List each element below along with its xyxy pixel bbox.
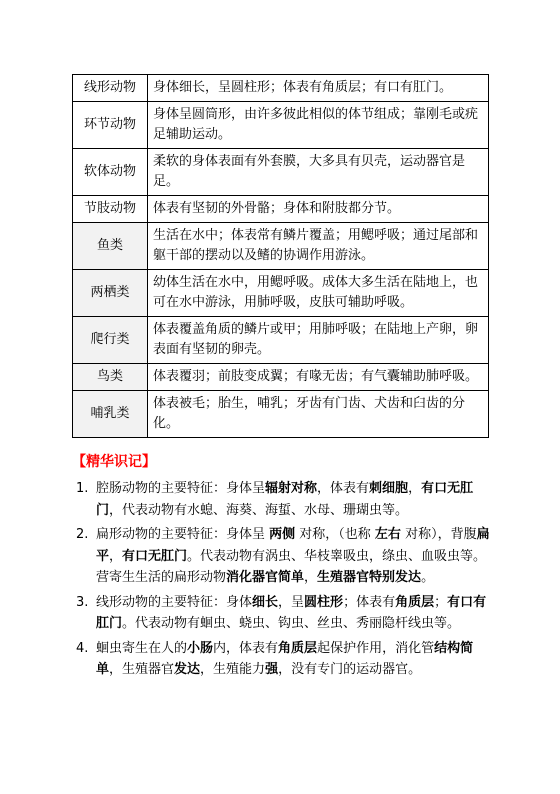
- key-term: 角质层: [278, 640, 318, 656]
- animal-group-name: 鸟类: [73, 364, 148, 391]
- key-term: 角质层: [395, 594, 435, 610]
- key-term: 细长: [252, 594, 279, 610]
- key-point-number: 4.: [76, 640, 89, 656]
- key-point-text: 腔肠动物的主要特征：身体呈: [96, 481, 266, 496]
- key-term: 有口无肛门: [122, 548, 188, 564]
- key-term: 两侧: [269, 527, 296, 542]
- key-term: 小肠: [187, 640, 214, 656]
- key-point-text: 对称，（也称: [295, 527, 375, 542]
- section-heading: 【精华识记】: [72, 454, 156, 470]
- key-term: 扁平: [96, 527, 490, 564]
- table-row: [73, 223, 489, 270]
- key-term: 圆柱形: [304, 594, 344, 610]
- key-point-text: ，: [109, 548, 123, 564]
- animal-traits-table: [72, 74, 489, 438]
- key-term: 左右: [374, 527, 401, 542]
- animal-group-traits: 身体呈圆筒形，由许多彼此相似的体节组成；靠刚毛或疣足辅助运动。: [148, 102, 489, 149]
- key-point-text: 。代表动物有蛔虫、蛲虫、钩虫、丝虫、秀丽隐杆线虫等。: [122, 616, 461, 631]
- key-point-text: 扁形动物的主要特征：身体呈: [96, 527, 270, 542]
- key-point-text: 内，体表有: [213, 640, 279, 656]
- table-row: [73, 75, 489, 102]
- key-term: 有口无肛门: [96, 481, 474, 518]
- animal-group-traits: 体表有坚韧的外骨骼；身体和附肢都分节。: [148, 196, 489, 223]
- key-point-text: 对称），背腹: [400, 527, 477, 542]
- key-point-text: ；体表有: [343, 594, 396, 610]
- animal-group-traits: 体表覆盖角质的鳞片或甲；用肺呼吸；在陆地上产卵，卵表面有坚韧的卵壳。: [148, 317, 489, 364]
- key-point-number: 1.: [76, 481, 89, 496]
- animal-group-name: 两栖类: [73, 270, 148, 317]
- key-points-section: [72, 452, 492, 684]
- animal-group-traits: 生活在水中；体表常有鳞片覆盖；用鳃呼吸；通过尾部和躯干部的摆动以及鳍的协调作用游泳。: [148, 223, 489, 270]
- key-point-text: 线形动物的主要特征：身体: [96, 594, 253, 610]
- key-point-text: ，没有专门的运动器官。: [278, 662, 422, 677]
- animal-group-traits: 体表被毛；胎生，哺乳；牙齿有门齿、犬齿和臼齿的分化。: [148, 391, 489, 438]
- key-term: 生殖器官特别发达: [317, 570, 422, 585]
- key-point-text: ，生殖能力: [200, 662, 266, 677]
- table-row: [73, 364, 489, 391]
- table-row: [73, 196, 489, 223]
- key-term: 有口有肛门: [96, 594, 487, 631]
- animal-group-name: 线形动物: [73, 75, 148, 102]
- key-point-text: 蛔虫寄生在人的: [96, 640, 188, 656]
- key-point-text: ，体表有: [317, 481, 370, 496]
- key-point-item: [72, 638, 492, 681]
- key-point-number: 2.: [76, 527, 89, 542]
- key-point-text: 起保护作用，消化管: [317, 640, 435, 656]
- key-point-text: ，生殖器官: [109, 662, 175, 677]
- table-row: [73, 102, 489, 149]
- key-term: 强: [265, 662, 279, 677]
- animal-group-traits: 柔软的身体表面有外套膜，大多具有贝壳，运动器官是足。: [148, 149, 489, 196]
- key-point-text: ，: [408, 481, 422, 496]
- animal-group-traits: 身体细长，呈圆柱形；体表有角质层；有口有肛门。: [148, 75, 489, 102]
- animal-group-name: 爬行类: [73, 317, 148, 364]
- key-point-text: 。: [421, 570, 435, 585]
- key-term: 刺细胞: [369, 481, 409, 496]
- key-term: 消化器官简单: [226, 570, 305, 585]
- animal-group-name: 哺乳类: [73, 391, 148, 438]
- animal-group-traits: 体表覆羽；前肢变成翼；有喙无齿；有气囊辅助肺呼吸。: [148, 364, 489, 391]
- key-point-text: ，: [304, 570, 318, 585]
- animal-group-name: 节肢动物: [73, 196, 148, 223]
- table-row: [73, 317, 489, 364]
- key-point-text: ，呈: [278, 594, 305, 610]
- key-points-list: [72, 478, 492, 681]
- animal-group-name: 鱼类: [73, 223, 148, 270]
- key-point-number: 3.: [76, 594, 89, 610]
- animal-group-name: 软体动物: [73, 149, 148, 196]
- animal-group-traits: 幼体生活在水中，用鳃呼吸。成体大多生活在陆地上，也可在水中游泳，用肺呼吸，皮肤可辅助呼吸。: [148, 270, 489, 317]
- key-point-text: ；: [434, 594, 448, 610]
- key-point-item: [72, 524, 492, 589]
- key-point-item: [72, 592, 492, 635]
- animal-group-name: 环节动物: [73, 102, 148, 149]
- table-row: [73, 149, 489, 196]
- key-term: 辐射对称: [265, 481, 318, 496]
- table-row: [73, 270, 489, 317]
- key-point-item: [72, 478, 492, 521]
- key-point-text: 。代表动物有涡虫、华枝睾吸虫，绦虫、血吸虫等。营寄生生活的扁形动物: [96, 548, 487, 585]
- key-term: 发达: [174, 662, 201, 677]
- table-row: [73, 391, 489, 438]
- key-point-text: ，代表动物有水螅、海葵、海蜇、水母、珊瑚虫等。: [109, 502, 409, 518]
- key-term: 结构简单: [96, 640, 474, 677]
